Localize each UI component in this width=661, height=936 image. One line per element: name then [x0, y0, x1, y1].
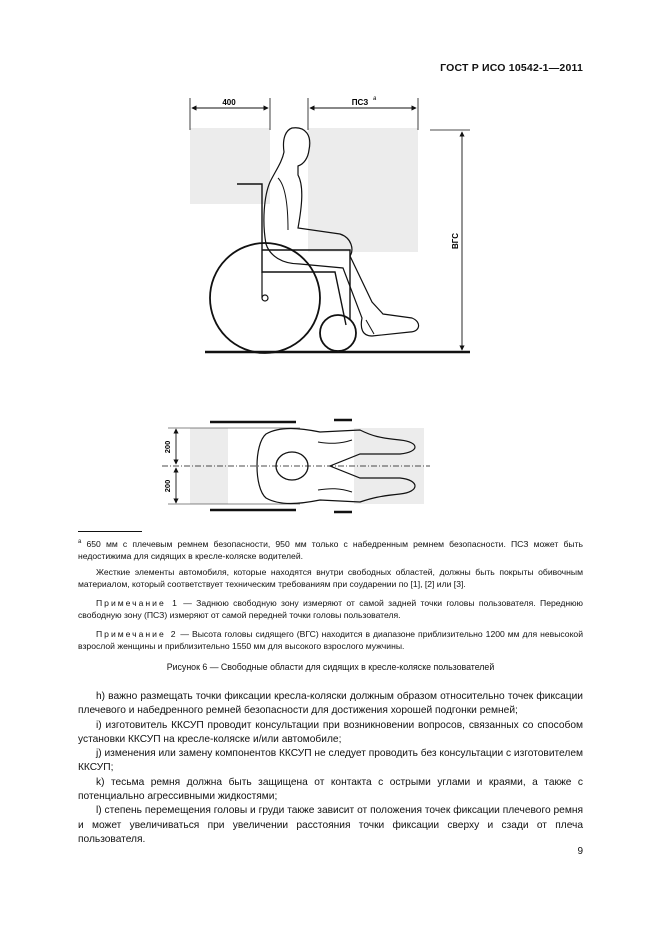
dimension-psz-label: ПСЗ	[351, 98, 369, 107]
note-2-label: Примечание 2	[96, 629, 178, 639]
rear-clearance-zone	[190, 128, 270, 204]
list-item-k: k) тесьма ремня должна быть защищена от контакта с острыми углами и краями, а также с потенциально агрессивными жидкостями;	[78, 776, 583, 803]
dimension-psz-footnote-mark: a	[373, 96, 377, 102]
page-number: 9	[577, 846, 583, 857]
dimension-200-bottom-label: 200	[163, 479, 172, 493]
note-1-text: — Заднюю свободную зону измеряют от самой задней точки головы пользователя. Переднюю свободную зону (ПСЗ) измеряют от самой передней точки головы пользователя.	[78, 598, 583, 620]
dimension-vgs-label: ВГС	[451, 233, 460, 249]
footnote	[78, 536, 583, 562]
figure-caption: Рисунок 6 — Свободные области для сидящих в кресле-коляске пользователей	[166, 662, 495, 672]
top-view	[162, 420, 430, 512]
side-view	[190, 96, 470, 353]
dimension-200-top-label: 200	[163, 440, 172, 454]
note-2	[78, 628, 583, 652]
list-item-l: l) степень перемещения головы и груди также зависит от положения точек фиксации плечевого ремня и может увеличиваться при увеличении расстояния точки фиксации сверху и сзади от плеча пользователя.	[78, 805, 583, 845]
document-header: ГОСТ Р ИСО 10542-1—2011	[440, 62, 583, 74]
footnote-text: 650 мм с плечевым ремнем безопасности, 950 мм только с набедренным ремнем безопасности. ПСЗ может быть недостижима для сидящих в кресле-коляске водителей.	[78, 538, 583, 561]
list-items	[78, 690, 583, 847]
list-item-j: j) изменения или замену компонентов ККСУП не следует проводить без консультации с изготовителем ККСУП;	[78, 748, 584, 774]
front-clearance-zone	[308, 128, 418, 252]
note-2-text: — Высота головы сидящего (ВГС) находится в диапазоне приблизительно 1200 мм для невысокой взрослой женщины и приблизительно 1550 мм для высокого взрослого мужчины.	[78, 629, 584, 651]
footnote-rule	[78, 531, 142, 532]
list-item-h: h) важно размещать точки фиксации кресла-коляски должным образом относительно точек фиксации плечевого и набедренного ремней безопасности для достижения хорошей подгонки ремней;	[78, 691, 583, 717]
footnote-mark: a	[78, 539, 82, 545]
rear-wheel	[210, 243, 320, 353]
dimension-400-label: 400	[222, 98, 236, 107]
note-1-label: Примечание 1	[96, 598, 179, 608]
list-item-i: i) изготовитель ККСУП проводит консультации при возникновении вопросов, связанных со способом установки ККСУП на кресле-коляске и/или автомобиле;	[78, 719, 583, 745]
rigid-elements-note: Жесткие элементы автомобиля, которые находятся внутри свободных областей, должны быть покрыты обивочным материалом, который соответствует техническим требованиям при соударении по [1], [2] или [3].	[78, 567, 583, 589]
front-caster	[320, 315, 356, 351]
note-1	[78, 597, 583, 621]
